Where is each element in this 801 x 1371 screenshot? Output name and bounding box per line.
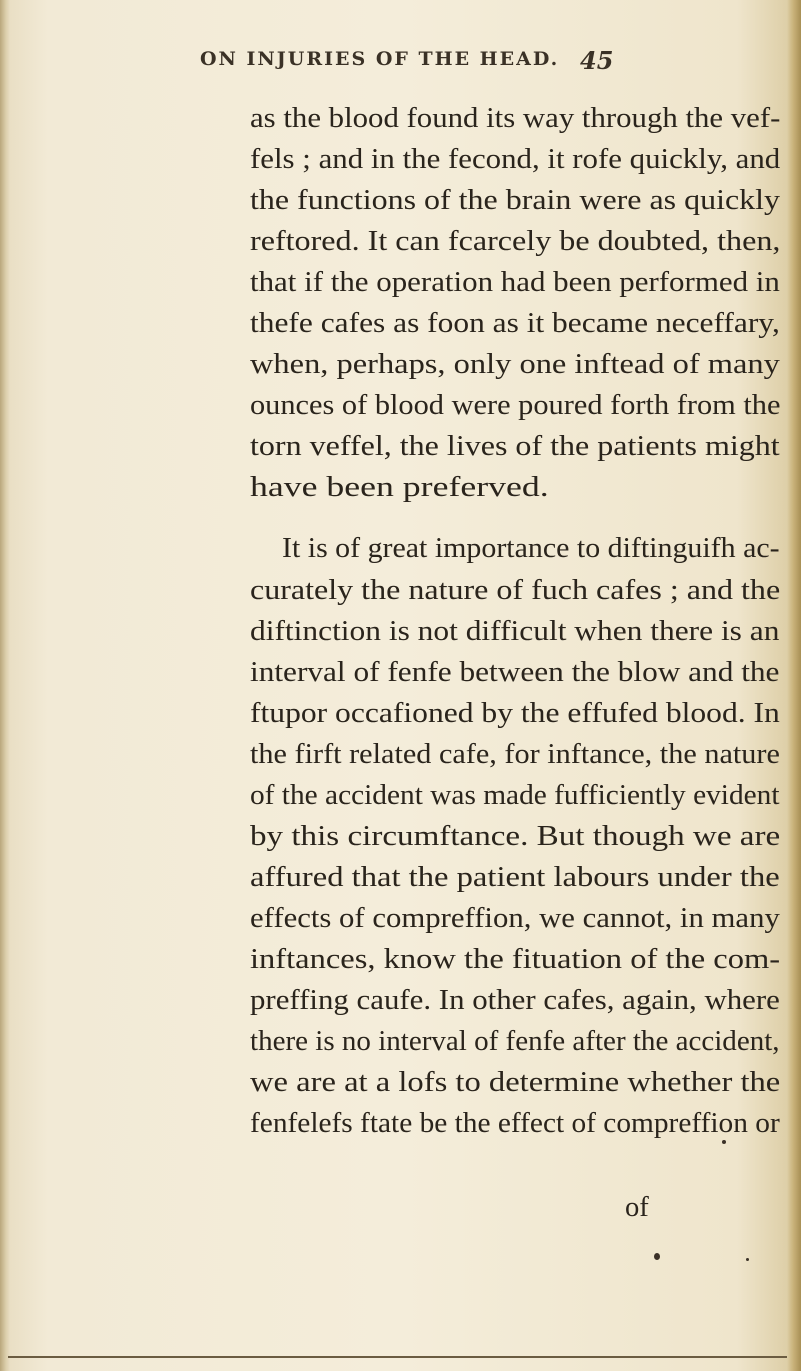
text-line: by this circumftance. But though we are xyxy=(250,821,781,852)
text-line: It is of great importance to diftinguifh ac- xyxy=(282,533,780,564)
text-line: reftored. It can fcarcely be doubted, then, xyxy=(250,226,781,257)
text-line: curately the nature of fuch cafes ; and the xyxy=(250,575,781,606)
text-line: as the blood found its way through the vef- xyxy=(250,103,781,134)
ink-speck xyxy=(654,1253,660,1260)
text-line: have been preferved. xyxy=(250,472,549,503)
ink-speck xyxy=(722,1140,726,1144)
text-line: affured that the patient labours under the xyxy=(250,862,780,893)
text-line: there is no interval of fenfe after the accident, xyxy=(250,1026,780,1057)
text-line: diftinction is not difficult when there is an xyxy=(250,616,780,647)
text-line: ftupor occafioned by the effufed blood. In xyxy=(250,698,780,729)
text-line: the functions of the brain were as quickly xyxy=(250,185,781,216)
ink-speck xyxy=(746,1258,749,1261)
text-line: that if the operation had been performed in xyxy=(250,267,780,298)
text-line: fels ; and in the fecond, it rofe quickly, and xyxy=(250,144,781,175)
running-head-title: ON INJURIES OF THE HEAD. xyxy=(200,48,560,70)
text-line: fenfelefs ftate be the effect of compreffion or xyxy=(250,1108,780,1139)
page-gutter-shadow xyxy=(0,0,10,1371)
page-number: 45 xyxy=(580,46,614,75)
catchword: of xyxy=(625,1192,649,1223)
text-line: ounces of blood were poured forth from the xyxy=(250,390,781,421)
text-line: interval of fenfe between the blow and the xyxy=(250,657,780,688)
text-line: torn veffel, the lives of the patients might xyxy=(250,431,780,462)
text-line: preffing caufe. In other cafes, again, where xyxy=(250,985,780,1016)
text-line: thefe cafes as foon as it became neceffary, xyxy=(250,308,780,339)
page-edge-shadow xyxy=(787,0,801,1371)
text-line: of the accident was made fufficiently evident xyxy=(250,780,780,811)
page-bottom-edge xyxy=(8,1356,787,1358)
text-line: we are at a lofs to determine whether the xyxy=(250,1067,781,1098)
running-head xyxy=(0,48,801,78)
text-line: when, perhaps, only one inftead of many xyxy=(250,349,780,380)
text-line: the firft related cafe, for inftance, the nature xyxy=(250,739,780,770)
text-line: effects of compreffion, we cannot, in many xyxy=(250,903,780,934)
text-line: inftances, know the fituation of the com- xyxy=(250,944,781,975)
